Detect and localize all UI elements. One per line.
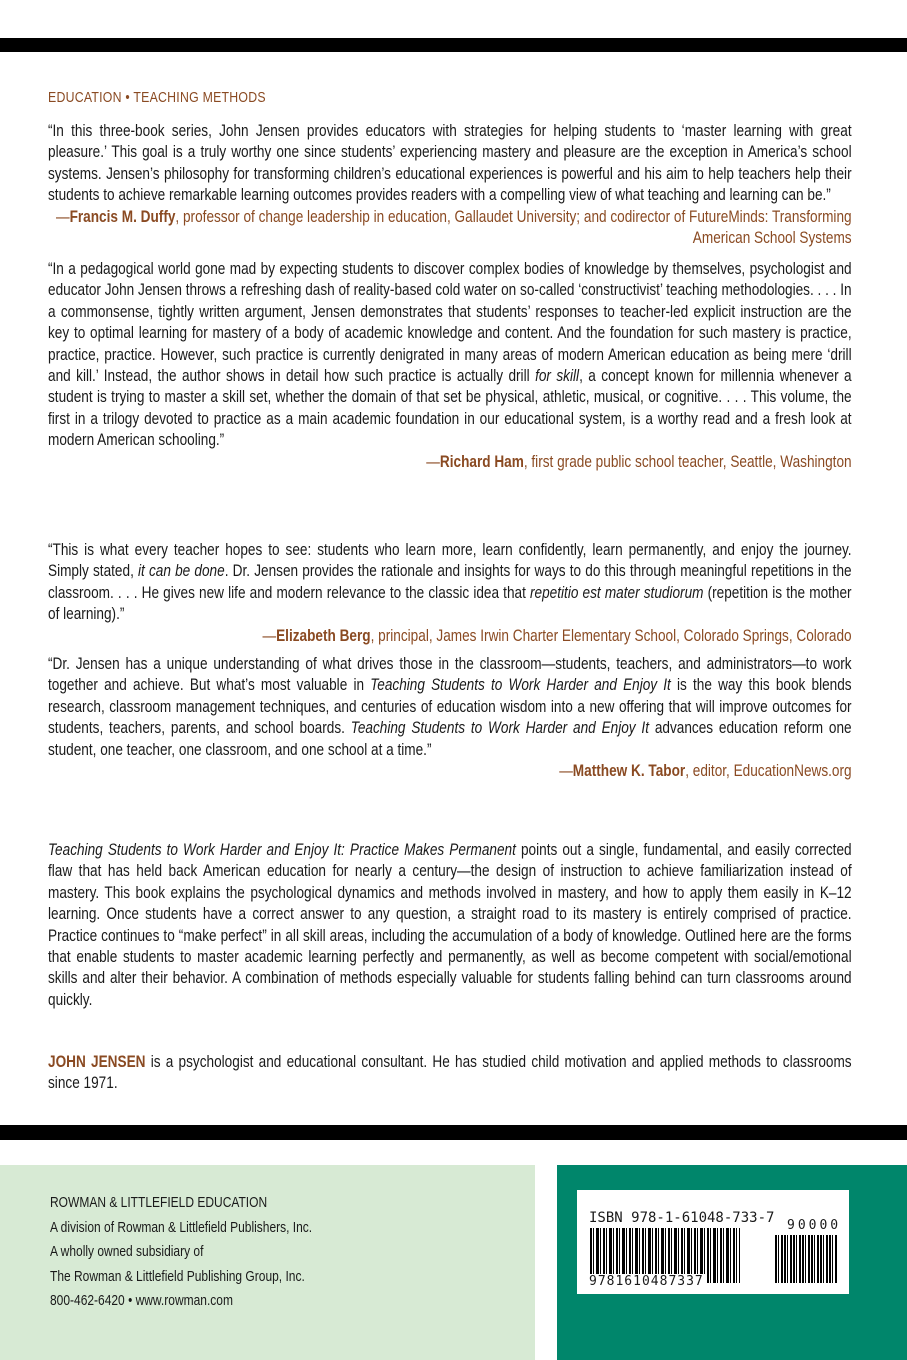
attribution-name: Francis M. Duffy xyxy=(69,206,176,226)
quote-emphasis: repetitio est mater studiorum xyxy=(530,582,704,602)
quote-attribution: —Francis M. Duffy, professor of change leadership in education, Gallaudet University; and codirector of FutureMinds: Transforming American School Systems xyxy=(55,206,852,248)
bottom-black-rule xyxy=(0,1125,907,1140)
author-bio-text: is a psychologist and educational consultant. He has studied child motivation and applied methods to classrooms since 1971. xyxy=(48,1052,852,1093)
category-label: EDUCATION • TEACHING METHODS xyxy=(48,89,266,106)
quote-emphasis: it can be done xyxy=(138,561,225,581)
quote-segment: “This is what every teacher hopes to see: students who learn more, learn confidently, learn permanently, and enjoy the journey. Simply stated, xyxy=(48,540,852,581)
attribution-role: , professor of change leadership in education, Gallaudet University; and codirector of FutureMinds: Transforming American School Systems xyxy=(175,206,852,248)
quote-text xyxy=(48,539,852,625)
barcode-panel xyxy=(557,1165,907,1360)
barcode-digits: 9781610487337 xyxy=(589,1274,704,1289)
quote-text xyxy=(48,258,852,451)
top-black-rule xyxy=(0,38,907,52)
quote-segment: , a concept known for millennia whenever a student is trying to master a skill set, whether the domain of that set be physical, athletic, musical, or cognitive. . . . This volume, the first in a trilogy devoted to practice as a main academic foundation in our educational system, is a worthy read and a fresh look at modern American schooling.” xyxy=(48,366,852,450)
quote-attribution: —Richard Ham, first grade public school teacher, Seattle, Washington xyxy=(426,451,852,471)
barcode xyxy=(577,1190,849,1294)
isbn-label: ISBN 978-1-61048-733-7 xyxy=(589,1210,775,1226)
publisher-panel xyxy=(0,1165,535,1360)
quote-segment: advances education reform one student, one teacher, one classroom, and one school at a time.” xyxy=(48,718,852,759)
quote-text: “In this three-book series, John Jensen provides educators with strategies for helping students to ‘master learning with great pleasure.’ This goal is a truly worthy one since students’ experiencing mastery and pleasure are the exception in America’s school systems. Jensen’s philosophy for transforming children’s educational experiences is powerful and his aim to help teachers help their students to achieve remarkable learning outcomes provides readers with a compelling view of what teaching and learning can be.” xyxy=(48,121,852,205)
quote-tabor xyxy=(48,653,852,781)
quote-segment: . Dr. Jensen provides the rationale and insights for ways to do this through meaningful repetitions in the classroom. . . . He gives new life and modern relevance to the classic idea that xyxy=(48,561,852,602)
book-title: Teaching Students to Work Harder and Enjoy It: Practice Makes Permanent xyxy=(48,840,516,859)
description-body: points out a single, fundamental, and easily corrected flaw that has held back American education for nearly a century—the design of instruction to achieve familiarization instead of mastery. This book explains the psychological dynamics and methods involved in mastery, and how to apply them easily in K–12 learning. Once students have a correct answer to any question, a straight road to its mastery is entirely comprised of practice. Practice continues to “make perfect” in all skill areas, including the accumulation of a body of knowledge. Outlined here are the forms that enable students to master academic learning perfectly and permanently, as well as become competent with social/emotional skills and alter their behavior. A combination of methods especially valuable for students falling behind can turn classrooms around quickly. xyxy=(48,840,852,1009)
quote-berg xyxy=(48,539,852,646)
attribution-role: , editor, EducationNews.org xyxy=(685,761,852,781)
publisher-line: A division of Rowman & Littlefield Publishers, Inc. xyxy=(50,1218,313,1236)
attribution-role: , principal, James Irwin Charter Elementary School, Colorado Springs, Colorado xyxy=(370,625,852,645)
quote-segment: “In a pedagogical world gone mad by expecting students to discover complex bodies of knowledge by themselves, psychologist and educator John Jensen throws a refreshing dash of reality-based cold water on so-called ‘constructivist’ teaching methodologies. . . . In a commonsense, tightly written argument, Jensen demonstrates that students’ responses to teacher-led explicit instruction are the key to optimal learning for mastery of a body of academic knowledge and content. And the foundation for such mastery is practice, practice, practice. However, such practice is currently denigrated in many areas of modern American education as being mere ‘drill and kill.’ Instead, the author shows in detail how such practice is actually drill xyxy=(48,259,852,386)
quote-duffy xyxy=(48,120,852,248)
publisher-line: ROWMAN & LITTLEFIELD EDUCATION xyxy=(50,1194,268,1211)
publisher-contact: 800-462-6420 • www.rowman.com xyxy=(50,1292,233,1309)
quote-emphasis: Teaching Students to Work Harder and Enjoy It xyxy=(370,675,671,695)
price-addon: 90000 xyxy=(787,1218,842,1233)
quote-emphasis: Teaching Students to Work Harder and Enjoy It xyxy=(350,718,649,738)
addon-bars xyxy=(775,1235,837,1283)
quote-attribution: —Matthew K. Tabor, editor, EducationNews.org xyxy=(559,761,852,781)
author-name: JOHN JENSEN xyxy=(48,1052,146,1071)
quote-attribution: —Elizabeth Berg, principal, James Irwin Charter Elementary School, Colorado Springs, Colorado xyxy=(262,625,852,645)
quote-segment: “Dr. Jensen has a unique understanding of what drives those in the classroom—students, teachers, and administrators—to work together and achieve. But what’s most valuable in xyxy=(48,654,852,695)
quote-emphasis: for skill xyxy=(535,366,580,386)
attribution-name: Elizabeth Berg xyxy=(276,625,371,645)
publisher-info xyxy=(50,1191,312,1314)
quote-ham xyxy=(48,258,852,472)
publisher-line: The Rowman & Littlefield Publishing Group, Inc. xyxy=(50,1267,305,1285)
attribution-name: Matthew K. Tabor xyxy=(572,761,686,781)
quote-segment: (repetition is the mother of learning).” xyxy=(48,582,852,624)
publisher-line: A wholly owned subsidiary of xyxy=(50,1243,204,1260)
attribution-role: , first grade public school teacher, Seattle, Washington xyxy=(523,451,852,471)
quote-segment: is the way this book blends research, classroom management techniques, and centuries of education wisdom into a new offering that will improve outcomes for students, teachers, parents, and school boards. xyxy=(48,675,852,738)
author-bio xyxy=(48,1051,852,1094)
book-description xyxy=(48,839,852,1010)
attribution-name: Richard Ham xyxy=(439,451,524,471)
quote-text xyxy=(48,653,852,760)
